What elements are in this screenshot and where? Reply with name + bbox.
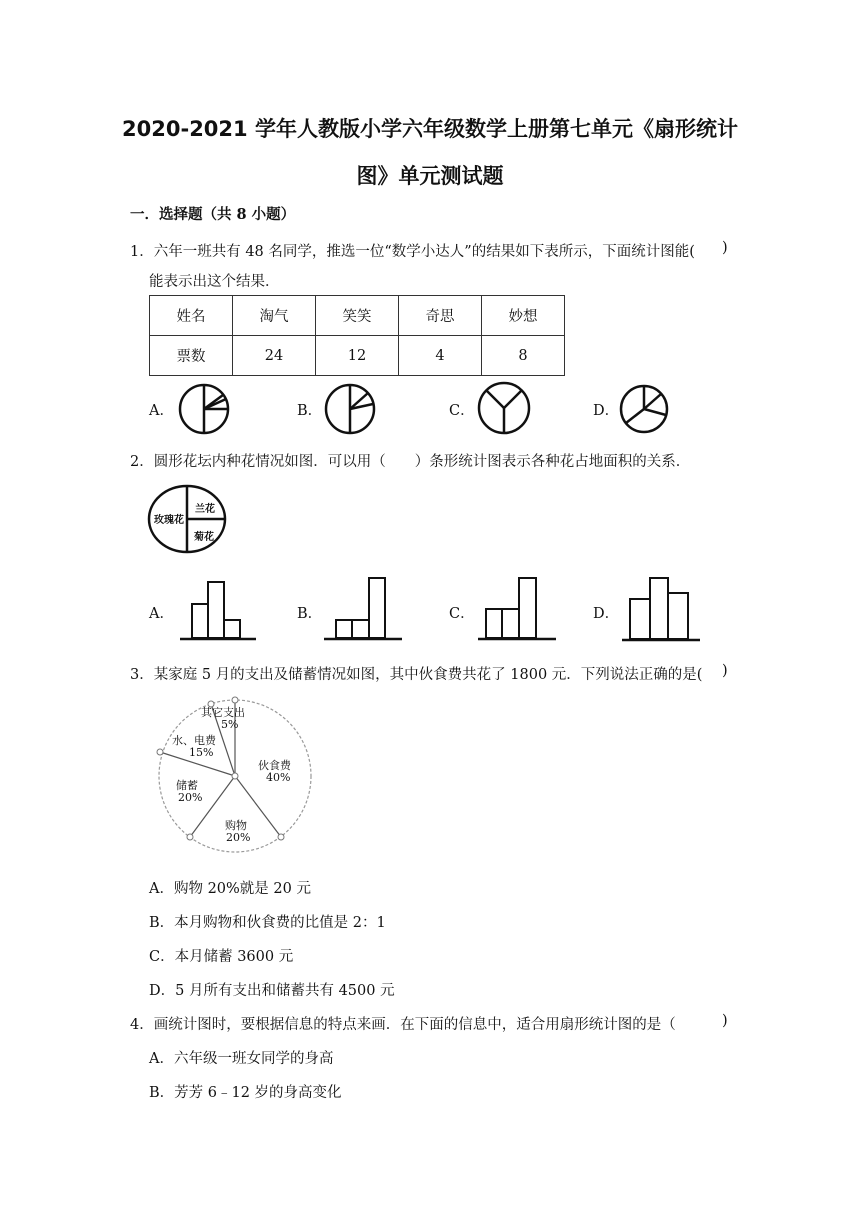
flower-label-orchid: 兰花: [195, 504, 215, 515]
q3-text: 3．某家庭 5 月的支出及储蓄情况如图，其中伙食费共花了 1800 元．下列说法正确的是(: [130, 667, 703, 683]
q2-option-d-bars[interactable]: [620, 574, 702, 644]
q4-option-b[interactable]: B．芳芳 6﹣12 岁的身高变化: [149, 1085, 342, 1101]
q2-option-c-bars[interactable]: [476, 573, 558, 643]
pie-label-other: 其它支出: [201, 706, 245, 719]
q1-option-b-label[interactable]: B．: [297, 403, 323, 419]
table-row: [150, 296, 565, 336]
table-cell: 24: [233, 336, 316, 376]
q1-close-paren: ): [722, 240, 728, 256]
pie-pct-savings: 20%: [178, 791, 203, 804]
q1-text: 1．六年一班共有 48 名同学，推选一位“数学小达人”的结果如下表所示，下面统计图能(: [130, 244, 695, 260]
page-title-line1: 2020-2021 学年人教版小学六年级数学上册第七单元《扇形统计: [122, 117, 738, 141]
table-cell: 姓名: [150, 296, 233, 336]
q3-option-d[interactable]: D．5 月所有支出和储蓄共有 4500 元: [149, 983, 395, 999]
table-cell: 笑笑: [316, 296, 399, 336]
pie-pct-other: 5%: [221, 718, 239, 731]
flower-label-chrysanthemum: 菊花: [194, 532, 214, 543]
pie-pct-shopping: 20%: [226, 831, 251, 844]
pie-pct-food: 40%: [266, 771, 291, 784]
q2-option-b-bars[interactable]: [322, 573, 404, 643]
q1-option-c-pie[interactable]: [477, 381, 531, 435]
q2-option-a-bars[interactable]: [178, 577, 258, 643]
pie-label-shopping: 购物: [225, 819, 247, 832]
table-cell: 淘气: [233, 296, 316, 336]
vote-table: [149, 295, 565, 376]
q3-option-a[interactable]: A．购物 20%就是 20 元: [149, 881, 311, 897]
q3-option-c[interactable]: C．本月储蓄 3600 元: [149, 949, 294, 965]
q2-option-d-label[interactable]: D．: [593, 606, 620, 622]
q2-option-a-label[interactable]: A．: [149, 606, 174, 622]
table-cell: 12: [316, 336, 399, 376]
q4-close-paren: ): [722, 1013, 728, 1029]
table-cell: 8: [482, 336, 565, 376]
page-title-line2: 图》单元测试题: [356, 164, 504, 188]
q1-option-c-label[interactable]: C．: [449, 403, 475, 419]
q1-option-d-pie[interactable]: [619, 384, 669, 434]
q2-option-b-label[interactable]: B．: [297, 606, 323, 622]
table-row: [150, 336, 565, 376]
pie-label-food: 伙食费: [258, 759, 291, 772]
q4-option-a[interactable]: A．六年级一班女同学的身高: [149, 1051, 334, 1067]
pie-label-savings: 储蓄: [176, 779, 198, 792]
q1-text-line2: 能表示出这个结果．: [149, 274, 280, 290]
q1-option-d-label[interactable]: D．: [593, 403, 620, 419]
q1-option-a-pie[interactable]: [178, 383, 230, 435]
q1-option-a-label[interactable]: A．: [149, 403, 174, 419]
section-heading: 一．选择题（共 8 小题）: [130, 206, 296, 223]
pie-label-utilities: 水、电费: [172, 734, 216, 747]
table-cell: 票数: [150, 336, 233, 376]
q2-option-c-label[interactable]: C．: [449, 606, 475, 622]
table-cell: 4: [399, 336, 482, 376]
table-cell: 奇思: [399, 296, 482, 336]
q3-close-paren: ): [722, 663, 728, 679]
q2-text: 2．圆形花坛内种花情况如图．可以用（ ）条形统计图表示各种花占地面积的关系．: [130, 454, 691, 470]
table-cell: 妙想: [482, 296, 565, 336]
flower-label-rose: 玫瑰花: [154, 515, 184, 526]
q1-option-b-pie[interactable]: [324, 383, 376, 435]
pie-pct-utilities: 15%: [189, 746, 214, 759]
q3-option-b[interactable]: B．本月购物和伙食费的比值是 2：1: [149, 915, 386, 931]
q4-text: 4．画统计图时，要根据信息的特点来画．在下面的信息中，适合用扇形统计图的是（: [130, 1017, 676, 1033]
